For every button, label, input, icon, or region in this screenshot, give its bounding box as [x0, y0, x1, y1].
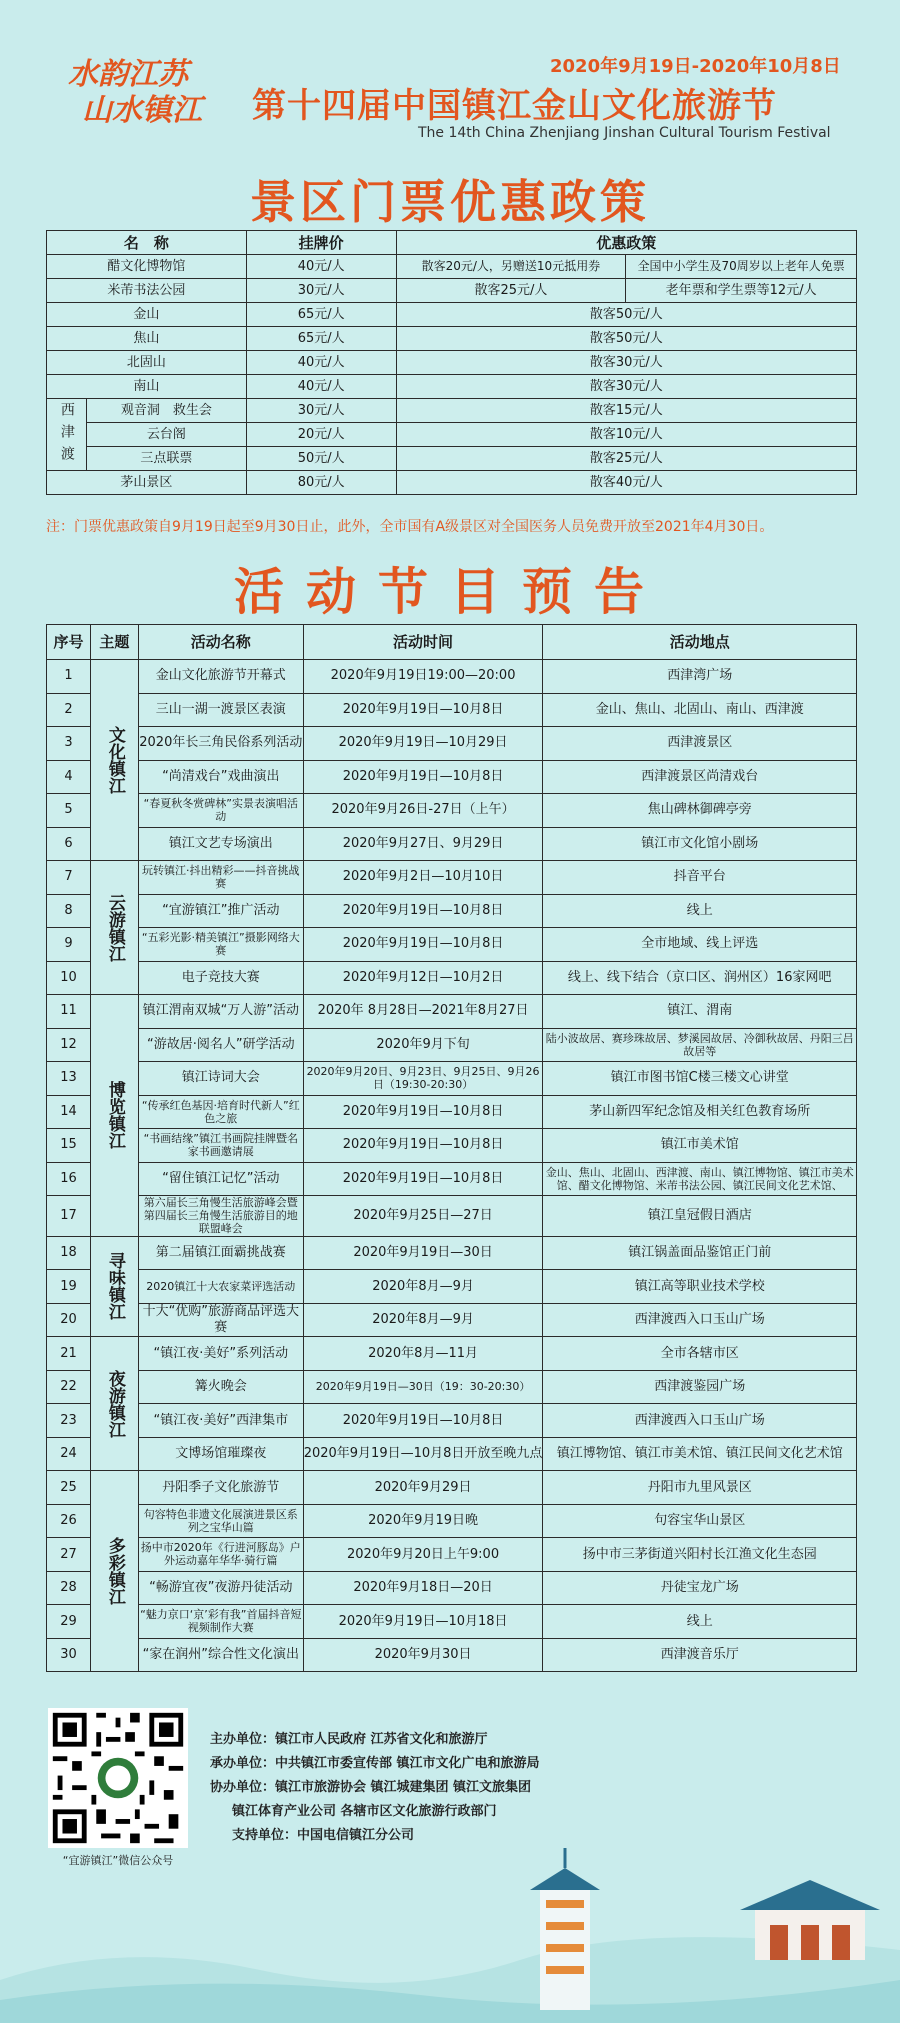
- table-row: [47, 794, 857, 828]
- activity-no: 14: [47, 1095, 91, 1129]
- activity-no: 27: [47, 1538, 91, 1572]
- activity-place: 西津渡鉴园广场: [543, 1370, 857, 1404]
- activity-time: 2020年9月19日—10月8日: [303, 760, 543, 794]
- activity-time: 2020年9月19日—10月8日: [303, 894, 543, 928]
- table-row: [47, 399, 857, 423]
- activity-name: 2020年长三角民俗系列活动: [138, 727, 303, 761]
- ticket-policy: 散客50元/人: [396, 303, 856, 327]
- activity-name: “留住镇江记忆”活动: [138, 1162, 303, 1196]
- activity-name: 第二届镇江面霸挑战赛: [138, 1236, 303, 1270]
- activity-place: 镇江市文化馆小剧场: [543, 827, 857, 861]
- table-row: [47, 1236, 857, 1270]
- activity-place: 线上: [543, 894, 857, 928]
- table-row: [47, 1303, 857, 1337]
- activity-place: 西津渡景区: [543, 727, 857, 761]
- ticket-name: 云台阁: [86, 423, 246, 447]
- activity-no: 1: [47, 660, 91, 694]
- table-row: [47, 1605, 857, 1639]
- activity-time: 2020年9月19日晚: [303, 1504, 543, 1538]
- table-row: [47, 693, 857, 727]
- activity-no: 7: [47, 861, 91, 895]
- activity-no: 23: [47, 1404, 91, 1438]
- activity-time: 2020年9月19日—10月8日: [303, 1162, 543, 1196]
- table-row: [47, 351, 857, 375]
- activity-no: 15: [47, 1129, 91, 1163]
- table-row: [47, 727, 857, 761]
- theme-cell: 多彩镇江: [90, 1471, 138, 1672]
- ticket-policy-a: 散客25元/人: [396, 279, 626, 303]
- activity-name: “书画结缘”镇江书画院挂牌暨名家书画邀请展: [138, 1129, 303, 1163]
- ticket-policy-b: 全国中小学生及70周岁以上老年人免票: [626, 255, 857, 279]
- activity-time: 2020年9月30日: [303, 1638, 543, 1672]
- ticket-policy-b: 老年票和学生票等12元/人: [626, 279, 857, 303]
- activity-place: 镇江、渭南: [543, 995, 857, 1029]
- activity-no: 12: [47, 1028, 91, 1062]
- activity-place: 镇江高等职业技术学校: [543, 1270, 857, 1304]
- activity-no: 4: [47, 760, 91, 794]
- ticket-price: 30元/人: [246, 399, 396, 423]
- pagoda-icon: [530, 1848, 600, 2010]
- organizer-line-2: 承办单位：中共镇江市委宣传部 镇江市文化广电和旅游局: [210, 1756, 540, 1771]
- activity-place: 西津湾广场: [543, 660, 857, 694]
- activity-name: 电子竞技大赛: [138, 961, 303, 995]
- activity-time: 2020年9月19日—10月18日: [303, 1605, 543, 1639]
- table-row: [47, 279, 857, 303]
- theme-cell: 博览镇江: [90, 995, 138, 1237]
- activity-place: 西津渡音乐厅: [543, 1638, 857, 1672]
- table-row: [47, 1538, 857, 1572]
- header-policy: 优惠政策: [396, 231, 856, 255]
- table-row: [47, 1571, 857, 1605]
- activity-name: “宜游镇江”推广活动: [138, 894, 303, 928]
- activity-place: 镇江锅盖面品鉴馆正门前: [543, 1236, 857, 1270]
- table-row: [47, 423, 857, 447]
- activity-no: 19: [47, 1270, 91, 1304]
- activity-name: 文博场馆璀璨夜: [138, 1437, 303, 1471]
- footer: [0, 1700, 900, 2023]
- activity-place: 丹阳市九里风景区: [543, 1471, 857, 1505]
- activity-place: 句容宝华山景区: [543, 1504, 857, 1538]
- activity-name: 金山文化旅游节开幕式: [138, 660, 303, 694]
- activity-place: 全市地域、线上评选: [543, 928, 857, 962]
- ticket-note: 注：门票优惠政策自9月19日起至9月30日止，此外，全市国有A级景区对全国医务人员免费开放至2021年4月30日。: [46, 519, 774, 535]
- ticket-policy: 散客30元/人: [396, 375, 856, 399]
- activity-name: 镇江文艺专场演出: [138, 827, 303, 861]
- activity-no: 30: [47, 1638, 91, 1672]
- organizer-line-4: 镇江体育产业公司 各辖市区文化旅游行政部门: [232, 1804, 497, 1819]
- activity-time: 2020年9月12日—10月2日: [303, 961, 543, 995]
- activity-name: 篝火晚会: [138, 1370, 303, 1404]
- ticket-policy: 散客50元/人: [396, 327, 856, 351]
- activity-place: 镇江市图书馆C楼三楼文心讲堂: [543, 1062, 857, 1096]
- activity-time: 2020年9月20日上午9:00: [303, 1538, 543, 1572]
- ticket-name: 金山: [47, 303, 247, 327]
- festival-logo: [62, 50, 242, 130]
- activity-no: 29: [47, 1605, 91, 1639]
- landscape-illustration: [0, 1840, 900, 2023]
- activity-place: 金山、焦山、北固山、南山、西津渡: [543, 693, 857, 727]
- activity-name: 句容特色非遗文化展演进景区系列之宝华山篇: [138, 1504, 303, 1538]
- ticket-policy: 散客15元/人: [396, 399, 856, 423]
- ticket-name: 北固山: [47, 351, 247, 375]
- activity-place: 焦山碑林御碑亭旁: [543, 794, 857, 828]
- ticket-name: 醋文化博物馆: [47, 255, 247, 279]
- activity-name: 十大“优购”旅游商品评选大赛: [138, 1303, 303, 1337]
- activity-no: 17: [47, 1196, 91, 1237]
- activity-name: “镇江夜·美好”西津集市: [138, 1404, 303, 1438]
- theme-cell: 夜游镇江: [90, 1337, 138, 1471]
- activity-no: 6: [47, 827, 91, 861]
- activity-time: 2020年9月下旬: [303, 1028, 543, 1062]
- header-theme: 主题: [90, 625, 138, 660]
- table-row: [47, 447, 857, 471]
- activity-time: 2020年9月26日-27日（上午）: [303, 794, 543, 828]
- activity-table: [46, 624, 857, 1672]
- table-row: [47, 760, 857, 794]
- theme-cell: 云游镇江: [90, 861, 138, 995]
- activity-name: 第六届长三角慢生活旅游峰会暨第四届长三角慢生活旅游目的地联盟峰会: [138, 1196, 303, 1237]
- activity-name: “尚清戏台”戏曲演出: [138, 760, 303, 794]
- date-range: 2020年9月19日-2020年10月8日: [550, 56, 841, 77]
- header-name: 名 称: [47, 231, 247, 255]
- table-row: [47, 861, 857, 895]
- header-price: 挂牌价: [246, 231, 396, 255]
- table-row: [47, 375, 857, 399]
- logo-text-1: 水韵江苏: [68, 57, 188, 92]
- activity-place: 镇江市美术馆: [543, 1129, 857, 1163]
- ticket-policy: 散客40元/人: [396, 471, 856, 495]
- activity-place: 陆小波故居、赛珍珠故居、梦溪园故居、冷御秋故居、丹阳三吕故居等: [543, 1028, 857, 1062]
- table-row: [47, 1337, 857, 1371]
- ticket-price: 40元/人: [246, 375, 396, 399]
- ticket-price: 80元/人: [246, 471, 396, 495]
- activity-no: 11: [47, 995, 91, 1029]
- activity-name: 镇江渭南双城“万人游”活动: [138, 995, 303, 1029]
- ticket-price: 65元/人: [246, 327, 396, 351]
- activity-place: 茅山新四军纪念馆及相关红色教育场所: [543, 1095, 857, 1129]
- activity-name: 三山一湖一渡景区表演: [138, 693, 303, 727]
- activity-name: “家在润州”综合性文化演出: [138, 1638, 303, 1672]
- table-row: [47, 1129, 857, 1163]
- organizer-line-1: 主办单位：镇江市人民政府 江苏省文化和旅游厅: [210, 1732, 488, 1747]
- table-row: [47, 1028, 857, 1062]
- activity-place: 线上、线下结合（京口区、润州区）16家网吧: [543, 961, 857, 995]
- activity-name: 镇江诗词大会: [138, 1062, 303, 1096]
- activity-time: 2020年9月19日—10月29日: [303, 727, 543, 761]
- header-activity-time: 活动时间: [303, 625, 543, 660]
- activity-time: 2020年9月20日、9月23日、9月25日、9月26日（19:30-20:30）: [303, 1062, 543, 1096]
- activity-place: 抖音平台: [543, 861, 857, 895]
- activity-time: 2020年9月19日—30日: [303, 1236, 543, 1270]
- table-row: [47, 1471, 857, 1505]
- table-row: [47, 303, 857, 327]
- table-row: [47, 1437, 857, 1471]
- activity-no: 8: [47, 894, 91, 928]
- table-row: [47, 255, 857, 279]
- activity-time: 2020年9月18日—20日: [303, 1571, 543, 1605]
- organizer-line-5: 支持单位：中国电信镇江分公司: [232, 1828, 415, 1843]
- activity-name: “五彩光影·精美镇江”摄影网络大赛: [138, 928, 303, 962]
- ticket-price: 30元/人: [246, 279, 396, 303]
- activity-time: 2020年9月19日—30日（19：30-20:30）: [303, 1370, 543, 1404]
- activity-place: 丹徒宝龙广场: [543, 1571, 857, 1605]
- activity-name: “魅力京口‘京’彩有我”首届抖音短视频制作大赛: [138, 1605, 303, 1639]
- activity-name: 扬中市2020年《行进河豚岛》户外运动嘉年华华·骑行篇: [138, 1538, 303, 1572]
- activity-place: 金山、焦山、北固山、西津渡、南山、镇江博物馆、镇江市美术馆、醋文化博物馆、米芾书法公园、镇江民间文化艺术馆、: [543, 1162, 857, 1196]
- table-row: [47, 1270, 857, 1304]
- theme-cell: 寻味镇江: [90, 1236, 138, 1337]
- xijindu-group-label: 西津渡: [47, 399, 87, 471]
- activity-time: 2020年8月—9月: [303, 1270, 543, 1304]
- activity-time: 2020年9月19日—10月8日: [303, 693, 543, 727]
- ticket-name: 南山: [47, 375, 247, 399]
- table-row: [47, 1062, 857, 1096]
- activity-name: “畅游宜夜”夜游丹徒活动: [138, 1571, 303, 1605]
- table-row: [47, 1095, 857, 1129]
- ticket-policy: 散客30元/人: [396, 351, 856, 375]
- qr-code: [48, 1708, 188, 1848]
- ticket-price: 20元/人: [246, 423, 396, 447]
- activity-no: 9: [47, 928, 91, 962]
- activity-time: 2020年9月29日: [303, 1471, 543, 1505]
- activity-no: 18: [47, 1236, 91, 1270]
- table-row: [47, 1196, 857, 1237]
- ticket-policy-table: [46, 230, 857, 495]
- activity-section-title: 活动节目预告: [234, 563, 666, 621]
- activity-time: 2020年9月19日—10月8日: [303, 1129, 543, 1163]
- activity-name: 2020镇江十大农家菜评选活动: [138, 1270, 303, 1304]
- ticket-name: 三点联票: [86, 447, 246, 471]
- activity-no: 26: [47, 1504, 91, 1538]
- activity-name: “镇江夜·美好”系列活动: [138, 1337, 303, 1371]
- ticket-name: 焦山: [47, 327, 247, 351]
- pavilion-icon: [740, 1880, 880, 1960]
- activity-name: 玩转镇江·抖出精彩——抖音挑战赛: [138, 861, 303, 895]
- table-row: [47, 827, 857, 861]
- activity-place: 西津渡西入口玉山广场: [543, 1404, 857, 1438]
- activity-time: 2020年9月19日—10月8日: [303, 1095, 543, 1129]
- activity-time: 2020年8月—11月: [303, 1337, 543, 1371]
- table-row: [47, 471, 857, 495]
- activity-time: 2020年9月2日—10月10日: [303, 861, 543, 895]
- activity-name: “传承红色基因·培育时代新人”红色之旅: [138, 1095, 303, 1129]
- activity-place: 西津渡西入口玉山广场: [543, 1303, 857, 1337]
- activity-place: 全市各辖市区: [543, 1337, 857, 1371]
- activity-no: 16: [47, 1162, 91, 1196]
- activity-time: 2020年9月25日—27日: [303, 1196, 543, 1237]
- activity-no: 28: [47, 1571, 91, 1605]
- activity-no: 21: [47, 1337, 91, 1371]
- activity-place: 线上: [543, 1605, 857, 1639]
- qr-caption: “宜游镇江”微信公众号: [62, 1854, 174, 1867]
- ticket-policy: 散客10元/人: [396, 423, 856, 447]
- ticket-price: 65元/人: [246, 303, 396, 327]
- logo-text-2: 山水镇江: [82, 93, 202, 128]
- header-activity-name: 活动名称: [138, 625, 303, 660]
- activity-place: 镇江博物馆、镇江市美术馆、镇江民间文化艺术馆: [543, 1437, 857, 1471]
- table-row: [47, 928, 857, 962]
- activity-name: “游故居·阅名人”研学活动: [138, 1028, 303, 1062]
- ticket-price: 50元/人: [246, 447, 396, 471]
- table-row: [47, 660, 857, 694]
- activity-no: 24: [47, 1437, 91, 1471]
- table-row: [47, 894, 857, 928]
- activity-time: 2020年9月19日—10月8日开放至晚九点: [303, 1437, 543, 1471]
- header-no: 序号: [47, 625, 91, 660]
- table-header-row: [47, 625, 857, 660]
- activity-place: 扬中市三茅街道兴阳村长江渔文化生态园: [543, 1538, 857, 1572]
- activity-no: 5: [47, 794, 91, 828]
- organizer-line-3: 协办单位：镇江市旅游协会 镇江城建集团 镇江文旅集团: [210, 1780, 532, 1795]
- table-row: [47, 1370, 857, 1404]
- english-subtitle: The 14th China Zhenjiang Jinshan Cultural Tourism Festival: [418, 125, 831, 141]
- ticket-price: 40元/人: [246, 351, 396, 375]
- activity-name: 丹阳季子文化旅游节: [138, 1471, 303, 1505]
- table-row: [47, 995, 857, 1029]
- activity-time: 2020年8月—9月: [303, 1303, 543, 1337]
- ticket-name: 茅山景区: [47, 471, 247, 495]
- activity-no: 2: [47, 693, 91, 727]
- activity-no: 22: [47, 1370, 91, 1404]
- activity-no: 3: [47, 727, 91, 761]
- activity-time: 2020年9月19日19:00—20:00: [303, 660, 543, 694]
- activity-no: 20: [47, 1303, 91, 1337]
- ticket-policy: 散客25元/人: [396, 447, 856, 471]
- ticket-name: 观音洞 救生会: [86, 399, 246, 423]
- table-row: [47, 327, 857, 351]
- activity-no: 10: [47, 961, 91, 995]
- ticket-price: 40元/人: [246, 255, 396, 279]
- table-row: [47, 1638, 857, 1672]
- activity-time: 2020年9月19日—10月8日: [303, 1404, 543, 1438]
- ticket-section-title: 景区门票优惠政策: [250, 175, 650, 229]
- activity-time: 2020年 8月28日—2021年8月27日: [303, 995, 543, 1029]
- activity-place: 镇江皇冠假日酒店: [543, 1196, 857, 1237]
- table-row: [47, 1504, 857, 1538]
- table-row: [47, 1404, 857, 1438]
- activity-name: “春夏秋冬赏碑林”实景表演唱活动: [138, 794, 303, 828]
- table-row: [47, 1162, 857, 1196]
- table-row: [47, 961, 857, 995]
- activity-no: 13: [47, 1062, 91, 1096]
- activity-place: 西津渡景区尚清戏台: [543, 760, 857, 794]
- ticket-policy-a: 散客20元/人，另赠送10元抵用券: [396, 255, 626, 279]
- page-title: 第十四届中国镇江金山文化旅游节: [252, 86, 777, 126]
- table-header-row: [47, 231, 857, 255]
- theme-cell: 文化镇江: [90, 660, 138, 861]
- activity-time: 2020年9月19日—10月8日: [303, 928, 543, 962]
- header-activity-place: 活动地点: [543, 625, 857, 660]
- activity-no: 25: [47, 1471, 91, 1505]
- header: [0, 0, 900, 160]
- ticket-name: 米芾书法公园: [47, 279, 247, 303]
- activity-time: 2020年9月27日、9月29日: [303, 827, 543, 861]
